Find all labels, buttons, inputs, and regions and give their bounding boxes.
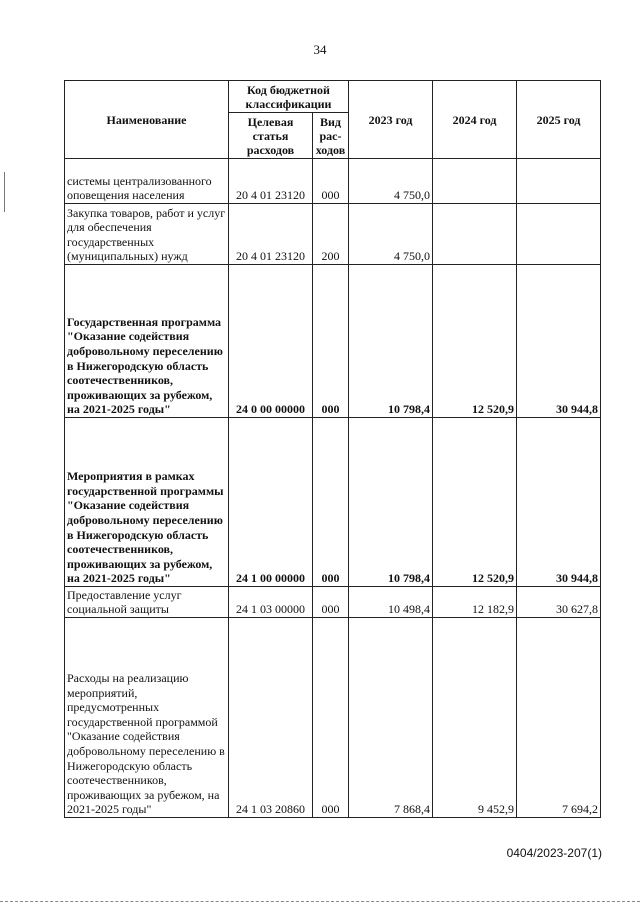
row-code: 24 0 00 00000 — [229, 265, 313, 418]
row-name: Расходы на реализацию мероприятий, предусмотренных государственной программой "Оказание содействия добровольному переселению в Нижегородскую область соотечественников, проживающих за рубежом, на 2021-2025 годы" — [65, 618, 229, 818]
row-vid: 000 — [313, 587, 349, 618]
header-2023: 2023 год — [349, 81, 433, 159]
row-2024 — [433, 159, 517, 204]
row-code: 20 4 01 23120 — [229, 159, 313, 204]
row-2025 — [517, 159, 601, 204]
bottom-rule — [0, 901, 640, 903]
row-name: Закупка товаров, работ и услуг для обеспечения государственных (муниципальных) нужд — [65, 204, 229, 265]
row-vid: 000 — [313, 265, 349, 418]
row-code: 24 1 00 00000 — [229, 418, 313, 587]
table-row — [65, 618, 601, 818]
row-name: системы централизованного оповещения населения — [65, 159, 229, 204]
row-2025: 7 694,2 — [517, 618, 601, 818]
table-row — [65, 265, 601, 418]
row-2025 — [517, 204, 601, 265]
row-vid: 000 — [313, 418, 349, 587]
header-name: Наименование — [65, 81, 229, 159]
table-row — [65, 587, 601, 618]
row-2025: 30 944,8 — [517, 418, 601, 587]
row-2024: 12 520,9 — [433, 418, 517, 587]
margin-mark — [4, 172, 5, 212]
row-code: 20 4 01 23120 — [229, 204, 313, 265]
table-row — [65, 418, 601, 587]
row-vid: 000 — [313, 618, 349, 818]
budget-table — [64, 80, 601, 818]
row-code: 24 1 03 20860 — [229, 618, 313, 818]
row-vid: 200 — [313, 204, 349, 265]
row-2023: 10 798,4 — [349, 418, 433, 587]
row-name: Мероприятия в рамках государственной программы "Оказание содействия добровольному переселению в Нижегородскую область соотечественников, проживающих за рубежом, на 2021-2025 годы" — [65, 418, 229, 587]
row-2025: 30 627,8 — [517, 587, 601, 618]
row-2024: 12 182,9 — [433, 587, 517, 618]
table-row — [65, 204, 601, 265]
row-2023: 7 868,4 — [349, 618, 433, 818]
row-2023: 10 798,4 — [349, 265, 433, 418]
row-2023: 10 498,4 — [349, 587, 433, 618]
row-2025: 30 944,8 — [517, 265, 601, 418]
header-code-group: Код бюджетной классификации — [229, 81, 349, 113]
row-code: 24 1 03 00000 — [229, 587, 313, 618]
header-2025: 2025 год — [517, 81, 601, 159]
table-row — [65, 159, 601, 204]
header-expense-type: Вид рас-ходов — [313, 113, 349, 159]
header-2024: 2024 год — [433, 81, 517, 159]
row-2023: 4 750,0 — [349, 159, 433, 204]
header-row-1 — [65, 81, 601, 113]
row-2023: 4 750,0 — [349, 204, 433, 265]
row-2024: 12 520,9 — [433, 265, 517, 418]
row-name: Предоставление услуг социальной защиты — [65, 587, 229, 618]
header-target-article: Целевая статья расходов — [229, 113, 313, 159]
document-code: 0404/2023-207(1) — [506, 846, 602, 860]
row-name: Государственная программа "Оказание содействия добровольному переселению в Нижегородскую область соотечественников, проживающих за рубежом, на 2021-2025 годы" — [65, 265, 229, 418]
page-number: 34 — [313, 42, 327, 57]
row-2024 — [433, 204, 517, 265]
row-vid: 000 — [313, 159, 349, 204]
row-2024: 9 452,9 — [433, 618, 517, 818]
